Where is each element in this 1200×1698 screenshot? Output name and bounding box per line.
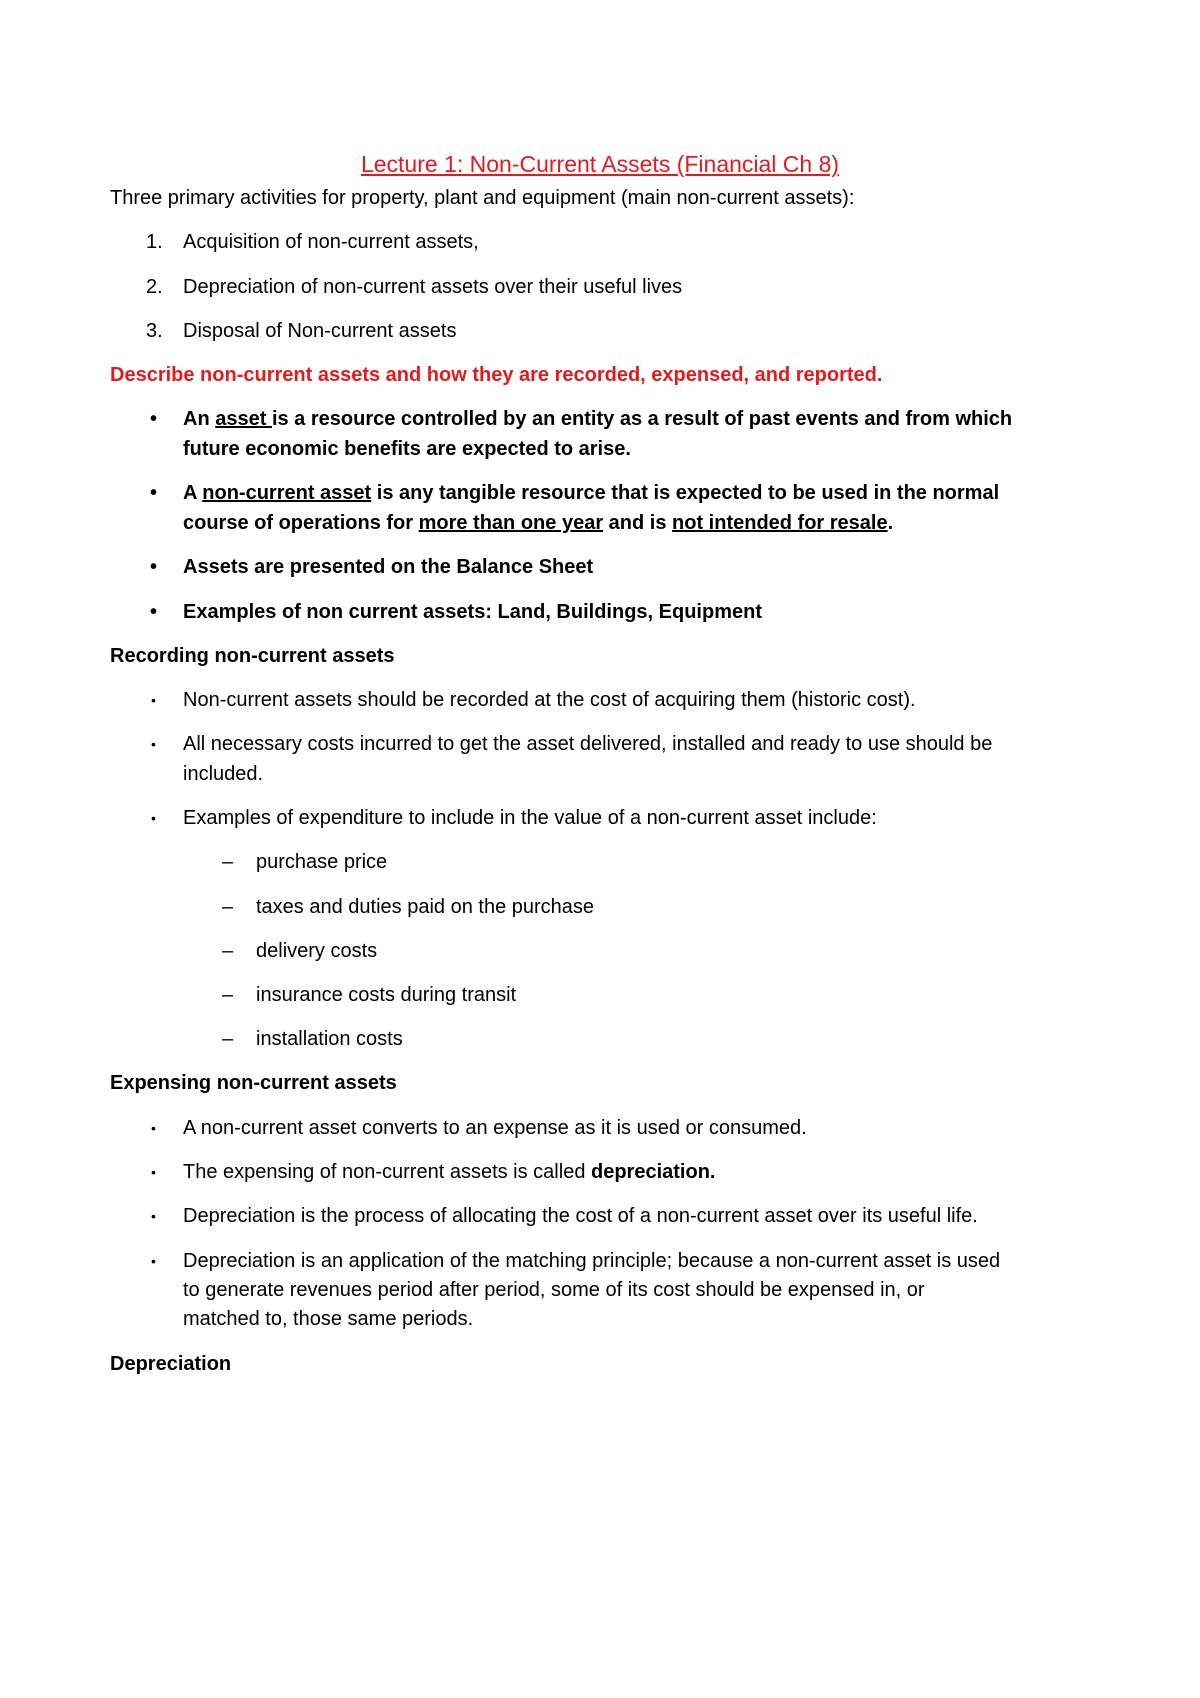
list-item-continuation: future economic benefits are expected to arise. — [183, 438, 631, 460]
list-item-continuation: matched to, those same periods. — [183, 1308, 474, 1330]
bullet-icon: • — [150, 482, 158, 504]
list-item — [183, 1156, 715, 1188]
dash-icon: – — [222, 940, 234, 962]
bullet-icon: • — [151, 1164, 156, 1180]
sub-list-item: insurance costs during transit — [256, 984, 517, 1006]
list-item: Acquisition of non-current assets, — [183, 231, 479, 253]
list-item: Depreciation is an application of the matching principle; because a non-current asset is used — [183, 1250, 1001, 1272]
list-item: Depreciation is the process of allocating the cost of a non-current asset over its useful life. — [183, 1205, 978, 1227]
list-item: All necessary costs incurred to get the asset delivered, installed and ready to use should be — [183, 733, 993, 755]
section-heading-describe: Describe non-current assets and how they are recorded, expensed, and reported. — [110, 364, 883, 386]
section-heading-depreciation: Depreciation — [110, 1353, 232, 1375]
sub-list-item: taxes and duties paid on the purchase — [256, 896, 595, 918]
bullet-icon: • — [151, 1208, 156, 1224]
bullet-icon: • — [151, 736, 156, 752]
text-run: is a resource controlled by an entity as a result of past events and from which — [271, 408, 1013, 430]
term-not-intended-for-resale: not intended for resale — [672, 512, 888, 534]
bullet-icon: • — [150, 408, 158, 430]
term-asset: asset — [215, 408, 272, 430]
text-run: is any tangible resource that is expected to be used in the normal — [371, 482, 1000, 504]
text-run: and is — [603, 512, 673, 534]
dash-icon: – — [222, 851, 234, 873]
text-run: An — [183, 408, 216, 430]
list-number: 1. — [146, 231, 163, 253]
term-more-than-one-year: more than one year — [418, 512, 604, 534]
list-number: 3. — [146, 320, 163, 342]
dash-icon: – — [222, 896, 234, 918]
list-item: A non-current asset converts to an expense as it is used or consumed. — [183, 1117, 807, 1139]
list-item: Assets are presented on the Balance Sheet — [183, 556, 594, 578]
term-depreciation: depreciation. — [591, 1161, 716, 1183]
sub-list-item: installation costs — [256, 1028, 403, 1050]
bullet-icon: • — [151, 1253, 156, 1269]
list-item: Examples of non current assets: Land, Buildings, Equipment — [183, 601, 762, 623]
section-heading-expensing: Expensing non-current assets — [110, 1072, 397, 1094]
dash-icon: – — [222, 1028, 234, 1050]
bullet-icon: • — [150, 601, 158, 623]
term-non-current-asset: non-current asset — [202, 482, 372, 504]
text-run: The expensing of non-current assets is called — [183, 1161, 591, 1183]
text-run: . — [887, 512, 894, 534]
list-number: 2. — [146, 276, 163, 298]
text-run: A — [183, 482, 203, 504]
page-title: Lecture 1: Non-Current Assets (Financial Ch 8) — [360, 151, 840, 177]
text-run: course of operations for — [183, 512, 419, 534]
intro-text: Three primary activities for property, plant and equipment (main non-current assets): — [110, 187, 855, 209]
bullet-icon: • — [151, 692, 156, 708]
sub-list-item: purchase price — [256, 851, 388, 873]
list-item: Examples of expenditure to include in the value of a non-current asset include: — [183, 807, 877, 829]
list-item: Non-current assets should be recorded at the cost of acquiring them (historic cost). — [183, 689, 916, 711]
list-item — [183, 477, 999, 509]
list-item-continuation: to generate revenues period after period, some of its cost should be expensed in, or — [183, 1279, 925, 1301]
list-item-continuation: included. — [183, 763, 264, 785]
list-item: Disposal of Non-current assets — [183, 320, 457, 342]
list-item: Depreciation of non-current assets over their useful lives — [183, 276, 683, 298]
sub-list-item: delivery costs — [256, 940, 378, 962]
section-heading-recording: Recording non-current assets — [110, 645, 395, 667]
bullet-icon: • — [151, 810, 156, 826]
bullet-icon: • — [151, 1120, 156, 1136]
list-item-continuation — [183, 507, 893, 539]
list-item — [183, 403, 1012, 435]
dash-icon: – — [222, 984, 234, 1006]
bullet-icon: • — [150, 556, 158, 578]
